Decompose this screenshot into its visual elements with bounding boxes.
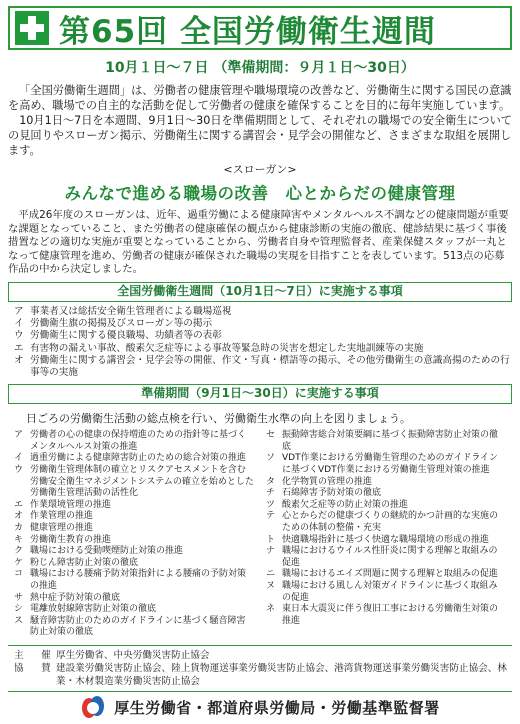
- list-item-marker: イ: [14, 318, 24, 330]
- list-item: [8, 535, 260, 547]
- list-item-text: 労働者の心の健康の保持増進のための指針等に基づくメンタルヘルス対策の推進: [30, 430, 247, 452]
- list-item-text: 職場における受動喫煙防止対策の推進: [30, 546, 184, 557]
- main-week-heading: 全国労働衛生週間（10月1日～7日）に実施する事項: [8, 282, 512, 302]
- list-item-text: 粉じん障害防止対策の徹底: [30, 557, 139, 568]
- list-item: [8, 453, 260, 465]
- list-item-marker: ウ: [14, 330, 24, 342]
- list-item: [260, 511, 512, 534]
- list-item-text: 化学物質の管理の推進: [282, 476, 373, 487]
- list-item-text: 職場におけるエイズ問題に関する理解と取組みの促進: [282, 569, 498, 580]
- footer-text: 厚生労働省・都道府県労働局・労働基準監督署: [114, 698, 440, 717]
- list-item-marker: ケ: [14, 557, 24, 568]
- list-item-text: 快適職場指針に基づく快適な職場環境の形成の推進: [282, 534, 490, 545]
- list-item-text: VDT作業における労働衛生管理のためのガイドラインに基づくVDT作業における労働衛生管理対策の推進: [282, 453, 499, 475]
- list-item: [260, 453, 512, 476]
- prep-lead-text: 日ごろの労働衛生活動の総点検を行い、労働衛生水準の向上を図りましょう。: [26, 412, 411, 426]
- list-item: [260, 477, 512, 489]
- list-item-marker: エ: [14, 499, 24, 510]
- slogan-label: <スローガン>: [223, 163, 297, 176]
- list-item-text: 振動障害総合対策要綱に基づく振動障害防止対策の徹底: [282, 430, 499, 452]
- list-item: [8, 318, 512, 330]
- list-item-text: 作業管理の推進: [30, 511, 94, 522]
- list-item-marker: チ: [266, 488, 276, 499]
- list-item-marker: シ: [14, 604, 24, 615]
- list-item-marker: カ: [14, 522, 24, 533]
- list-item-marker: ナ: [266, 546, 276, 557]
- list-item: [8, 558, 260, 570]
- slogan-description: 平成26年度のスローガンは、近年、過重労働による健康障害やメンタルヘルス不調などの健康問題が重要な課題となっていること、また労働者の健康確保の観点から健康診断の実施の徹底、健診結果に基づく事後措置などの適切な実施が重要となっていることから、労働者自身や管理監督者、産業保健スタッフが一丸となって健康管理を進め、労働者の健康が確保された職場の実現を目指すことを表しています。513点の応募作品の中から決定しました。: [8, 209, 509, 276]
- list-item: [8, 523, 260, 535]
- prep-items-left: [8, 430, 260, 639]
- prep-items-right: [260, 430, 512, 639]
- list-item: [260, 500, 512, 512]
- list-item: [8, 604, 260, 616]
- list-item-text: 酸素欠乏症等の防止対策の推進: [282, 499, 409, 510]
- list-item-marker: オ: [14, 354, 24, 366]
- list-item: [260, 581, 512, 604]
- list-item-text: 健康管理の推進: [30, 522, 94, 533]
- list-item: [260, 488, 512, 500]
- list-item: [8, 306, 512, 318]
- list-item-text: 事業者又は総括安全衛生管理者による職場巡視: [30, 305, 232, 317]
- list-item: [8, 330, 512, 342]
- sponsors: [8, 645, 512, 692]
- list-item-text: 労働衛生旗の掲揚及びスローガン等の掲示: [30, 318, 213, 330]
- list-item-text: 職場における風しん対策ガイドラインに基づく取組みの促進: [282, 580, 498, 603]
- list-item-text: 心とからだの健康づくりの継続的かつ計画的な実施のための体制の整備・充実: [282, 511, 499, 533]
- page-title: 第65回 全国労働衛生週間: [59, 13, 436, 50]
- event-dates: 10月１日～７日 （準備期間：９月１日～30日）: [105, 60, 415, 76]
- list-item-marker: ア: [14, 305, 24, 317]
- list-item-text: 職場における腰痛予防対策指針による腰痛の予防対策の推進: [30, 569, 247, 591]
- list-item-marker: ソ: [266, 453, 276, 464]
- list-item: [260, 430, 512, 453]
- list-item-text: 熱中症予防対策の徹底: [30, 592, 121, 603]
- host-row: [8, 649, 512, 662]
- main-week-list: [8, 306, 512, 379]
- list-item-marker: ア: [14, 430, 24, 441]
- list-item: [260, 535, 512, 547]
- support-row: [8, 662, 512, 688]
- list-item-text: 労働衛生教育の推進: [30, 534, 112, 545]
- list-item-text: 労働衛生管理体制の確立とリスクアセスメントを含む労働安全衛生マネジメントシステムの確立を始めとした労働衛生管理活動の活性化: [30, 464, 254, 499]
- list-item-marker: ウ: [14, 464, 24, 475]
- list-item-marker: セ: [266, 430, 276, 441]
- prep-period-heading: 準備期間（9月1日～30日）に実施する事項: [8, 384, 512, 404]
- list-item-marker: ト: [266, 534, 276, 545]
- intro-paragraph-2: 10月1日～7日を本週間、9月1日～30日を準備期間として、それぞれの職場での安全衛生についての見回りやスローガン掲示、労働衛生に関する講習会・見学会の開催など、さまざまな取組を展開します。: [8, 114, 512, 157]
- list-item-marker: ス: [14, 615, 24, 626]
- list-item: [8, 465, 260, 500]
- list-item-marker: ツ: [266, 499, 276, 510]
- list-item-text: 作業環境管理の推進: [30, 499, 112, 510]
- support-value: 建設業労働災害防止協会、陸上貨物運送事業労働災害防止協会、港湾貨物運送事業労働災害防止協会、林業・木材製造業労働災害防止協会: [56, 662, 507, 687]
- footer: [0, 694, 520, 720]
- list-item: [260, 604, 512, 627]
- intro-paragraph-1: 「全国労働衛生週間」は、労働者の健康管理や職場環境の改善など、労働衛生に関する国民の意識を高め、職場での自主的な活動を促して労働者の健康を確保することを目的に毎年実施しています。: [8, 84, 512, 112]
- list-item: [8, 616, 260, 639]
- list-item: [8, 569, 260, 592]
- list-item: [260, 569, 512, 581]
- green-cross-icon: [15, 11, 49, 45]
- list-item-marker: サ: [14, 592, 24, 603]
- list-item-marker: エ: [14, 342, 24, 354]
- intro-text: [8, 83, 512, 158]
- list-item-marker: イ: [14, 453, 24, 464]
- prep-items: [8, 430, 512, 639]
- list-item-marker: タ: [266, 476, 276, 487]
- list-item-text: 労働衛生に関する講習会・見学会等の開催、作文・写真・標語等の掲示、その他労働衛生の意識高揚のための行事等の実施: [30, 354, 510, 378]
- list-item-marker: オ: [14, 511, 24, 522]
- list-item: [8, 511, 260, 523]
- list-item-text: 石綿障害予防対策の徹底: [282, 488, 382, 499]
- list-item-text: 職場におけるウイルス性肝炎に関する理解と取組みの促進: [282, 546, 498, 568]
- host-label: 主 催: [14, 649, 55, 661]
- list-item-text: 労働衛生に関する優良職場、功績者等の表彰: [30, 330, 222, 342]
- list-item: [8, 355, 512, 379]
- ministry-logo-icon: [80, 694, 106, 720]
- list-item-text: 騒音障害防止のためのガイドラインに基づく騒音障害防止対策の徹底: [30, 615, 246, 638]
- list-item-marker: コ: [14, 569, 24, 580]
- list-item: [8, 343, 512, 355]
- list-item-text: 過重労働による健康障害防止のための総合対策の推進: [30, 453, 247, 464]
- list-item-marker: ネ: [266, 604, 276, 615]
- list-item: [8, 430, 260, 453]
- list-item: [8, 593, 260, 605]
- list-item-marker: テ: [266, 511, 276, 522]
- list-item-marker: ク: [14, 546, 24, 557]
- list-item: [8, 500, 260, 512]
- list-item: [8, 546, 260, 558]
- title-banner: [8, 6, 512, 50]
- list-item-marker: キ: [14, 534, 24, 545]
- support-label: 協 賛: [14, 662, 55, 674]
- list-item: [260, 546, 512, 569]
- host-value: 厚生労働省、中央労働災害防止協会: [56, 649, 210, 661]
- list-item-text: 有害物の漏えい事故、酸素欠乏症等による事故等緊急時の災害を想定した実地訓練等の実施: [30, 342, 424, 354]
- list-item-text: 東日本大震災に伴う復旧工事における労働衛生対策の推進: [282, 604, 499, 626]
- poster-page: [0, 6, 520, 724]
- list-item-marker: ニ: [266, 569, 276, 580]
- list-item-text: 電離放射線障害防止対策の徹底: [30, 604, 157, 615]
- slogan-text: みんなで進める職場の改善 心とからだの健康管理: [64, 184, 456, 203]
- list-item-marker: ヌ: [266, 580, 276, 591]
